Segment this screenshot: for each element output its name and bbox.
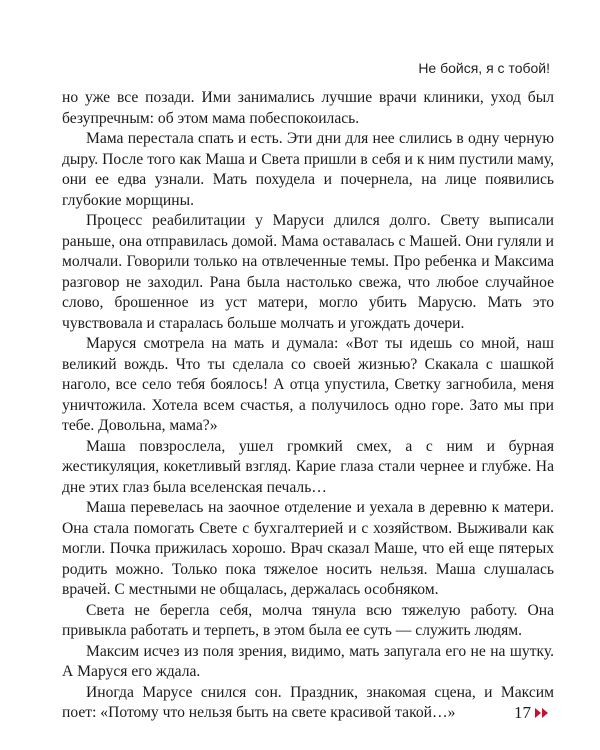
chevron-left-part — [535, 708, 541, 718]
paragraph: Маша повзрослела, ушел громкий смех, а с ним и бурная жестикуляция, кокетливый взгляд. Карие глаза стали чернее и глубже. На дне этих глаз была вселенская печаль… — [62, 437, 554, 496]
double-chevron-right-icon — [534, 707, 550, 719]
paragraph: Мама перестала спать и есть. Эти дни для нее слились в одну черную дыру. После того как Маша и Света пришли в себя и к ним пустили маму, они ее едва узнали. Мать похудела и почернела, на лице появились глубокие морщины. — [62, 130, 554, 209]
chevron-right-part — [542, 708, 548, 718]
paragraph: Процесс реабилитации у Маруси длился долго. Свету выписали раньше, она отправилась домой. Мама оставалась с Машей. Они гуляли и молчали. Говорили только на отвлеченные темы. Про ребенка и Максима разговор не заходил. Рана была настолько свежа, что любое случайное слово, брошенное из уст матери, могло убить Марусю. Мать это чувствовала и старалась больше молчать и угождать дочери. — [62, 212, 554, 332]
paragraph: Иногда Марусе снился сон. Праздник, знакомая сцена, и Максим поет: «Потому что нельзя быть на свете красивой такой…» — [62, 683, 554, 721]
paragraph: Маша перевелась на заочное отделение и уехала в деревню к матери. Она стала помогать Свете с бухгалтерией и с хозяйством. Выживали как могли. Почка прижилась хорошо. Врач сказал Маше, что ей еще пятерых родить можно. Только пока тяжелое носить нельзя. Маша слушалась врачей. С местными не общалась, держалась особняком. — [62, 499, 554, 598]
paragraph: Максим исчез из поля зрения, видимо, мать запугала его не на шутку. А Маруся его ждала. — [62, 642, 554, 680]
page-footer — [514, 703, 550, 723]
paragraph: но уже все позади. Ими занимались лучшие врачи клиники, уход был безупречным: об этом мама побеспокоилась. — [62, 89, 554, 127]
page-number: 17 — [514, 703, 531, 722]
running-header: Не бойся, я с тобой! — [418, 60, 550, 76]
paragraph: Маруся смотрела на мать и думала: «Вот ты идешь со мной, наш великий вождь. Что ты сделала со своей жизнью? Скакала с шашкой наголо, все село тебя боялось! А отца упустила, Светку загнобила, меня уничтожила. Хотела всем счастья, а получилось одно горе. Зато мы при тебе. Довольна, мама?» — [62, 335, 554, 434]
paragraph: Света не берегла себя, молча тянула всю тяжелую работу. Она привыкла работать и терпеть, в этом была ее суть — служить людям. — [62, 601, 554, 639]
body-text — [62, 88, 554, 724]
